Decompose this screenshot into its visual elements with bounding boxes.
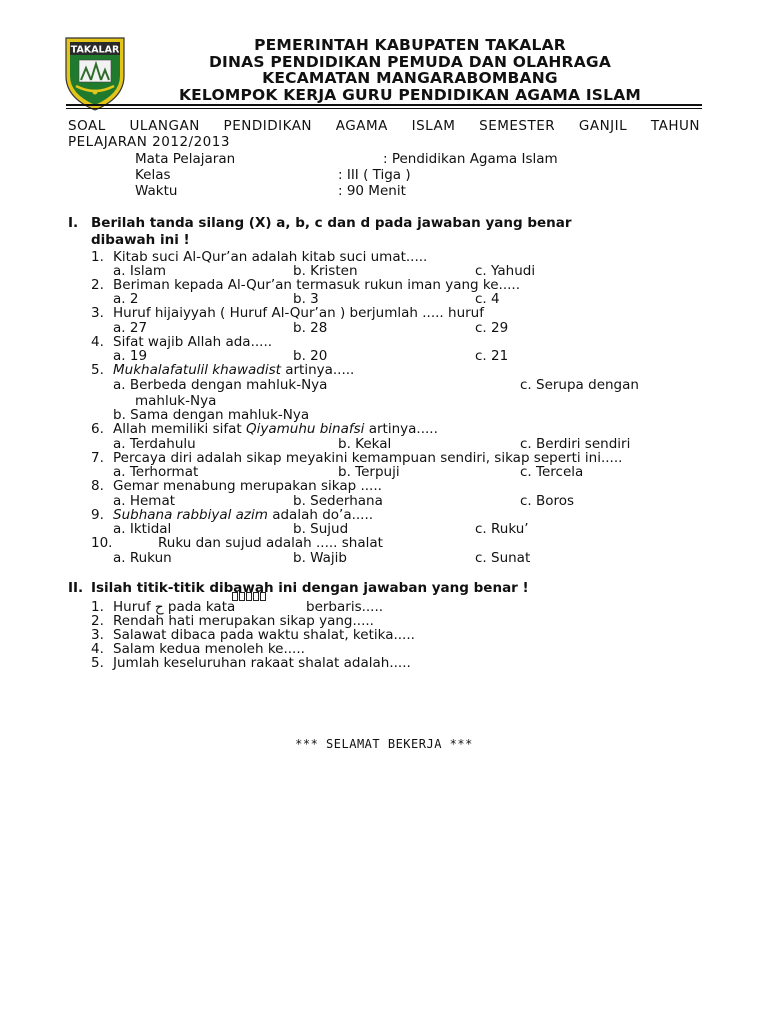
essay-5-number: 5. xyxy=(91,655,104,671)
missing-glyph-boxes xyxy=(232,592,266,601)
q1-option-a: a. Islam xyxy=(113,263,167,279)
q4-option-a: a. 19 xyxy=(113,348,148,364)
essay-1-number: 1. xyxy=(91,599,104,615)
q8-option-c: c. Boros xyxy=(520,493,575,509)
exam-title-line-1: SOAL ULANGAN PENDIDIKAN AGAMA ISLAM SEMESTER GANJIL TAHUN xyxy=(68,118,700,134)
subject-value: : Pendidikan Agama Islam xyxy=(383,151,558,167)
q2-option-b: b. 3 xyxy=(293,291,319,307)
q9-option-a: a. Iktidal xyxy=(113,521,172,537)
q1-option-b: b. Kristen xyxy=(293,263,358,279)
q7-option-a: a. Terhormat xyxy=(113,464,199,480)
q6-option-c: c. Berdiri sendiri xyxy=(520,436,631,452)
essay-2-text: Rendah hati merupakan sikap yang..... xyxy=(113,613,374,629)
essay-1-pre: Huruf xyxy=(113,599,155,615)
q8-number: 8. xyxy=(91,478,104,494)
q5-term: Mukhalafatulil khawadist xyxy=(113,362,281,378)
q1-option-c: c. Yahudi xyxy=(475,263,536,279)
essay-2-number: 2. xyxy=(91,613,104,629)
header-line-2: DINAS PENDIDIKAN PEMUDA DAN OLAHRAGA xyxy=(208,53,612,71)
q6-term: Qiyamuhu binafsi xyxy=(245,421,365,437)
arabic-letter: ح xyxy=(154,599,164,615)
time-value: : 90 Menit xyxy=(338,183,406,199)
q5-option-a-cont: mahluk-Nya xyxy=(135,393,217,409)
q10-text: Ruku dan sujud adalah ..... shalat xyxy=(158,535,383,551)
header-line-3: KECAMATAN MANGARABOMBANG xyxy=(262,69,558,87)
q6-option-b: b. Kekal xyxy=(338,436,392,452)
exam-title-line-2: PELAJARAN 2012/2013 xyxy=(68,134,230,150)
q7-number: 7. xyxy=(91,450,104,466)
class-label: Kelas xyxy=(135,167,171,183)
q2-option-a: a. 2 xyxy=(113,291,139,307)
section-1-instruction-1: Berilah tanda silang (X) a, b, c dan d pada jawaban yang benar xyxy=(91,215,572,231)
q4-option-c: c. 21 xyxy=(475,348,509,364)
header-rule-thin xyxy=(66,108,702,109)
q6-text xyxy=(113,421,438,437)
q4-text: Sifat wajib Allah ada..... xyxy=(113,334,273,350)
takalar-logo xyxy=(62,32,128,112)
time-label: Waktu xyxy=(135,183,178,199)
q2-option-c: c. 4 xyxy=(475,291,500,307)
q1-number: 1. xyxy=(91,249,104,265)
q8-text: Gemar menabung merupakan sikap ..... xyxy=(113,478,382,494)
q7-option-b: b. Terpuji xyxy=(338,464,400,480)
q6-text-rest: artinya..... xyxy=(364,421,438,437)
essay-1-post: berbaris..... xyxy=(306,599,384,615)
section-2-numeral: II. xyxy=(68,580,84,596)
q2-text: Beriman kepada Al-Qur’an termasuk rukun iman yang ke..... xyxy=(113,277,520,293)
q9-text-rest: adalah do’a..... xyxy=(267,507,374,523)
q5-option-c: c. Serupa dengan xyxy=(520,377,639,393)
q10-number: 10. xyxy=(91,535,113,551)
q9-term: Subhana rabbiyal azim xyxy=(113,507,268,523)
logo-text: TAKALAR xyxy=(70,44,120,56)
subject-label: Mata Pelajaran xyxy=(135,151,236,167)
q7-text: Percaya diri adalah sikap meyakini kemampuan sendiri, sikap seperti ini..... xyxy=(113,450,623,466)
q5-text xyxy=(113,362,354,378)
q9-number: 9. xyxy=(91,507,104,523)
section-1-numeral: I. xyxy=(68,215,79,231)
q6-option-a: a. Terdahulu xyxy=(113,436,196,452)
q3-number: 3. xyxy=(91,305,104,321)
q8-option-a: a. Hemat xyxy=(113,493,176,509)
q3-option-a: a. 27 xyxy=(113,320,148,336)
q10-option-c: c. Sunat xyxy=(475,550,531,566)
q6-text-pre: Allah memiliki sifat xyxy=(113,421,246,437)
q3-option-c: c. 29 xyxy=(475,320,509,336)
essay-1-mid: pada kata xyxy=(163,599,236,615)
essay-3-number: 3. xyxy=(91,627,104,643)
q8-option-b: b. Sederhana xyxy=(293,493,383,509)
q9-option-b: b. Sujud xyxy=(293,521,349,537)
section-1-instruction-2: dibawah ini ! xyxy=(91,232,190,248)
q6-number: 6. xyxy=(91,421,104,437)
class-value: : III ( Tiga ) xyxy=(338,167,411,183)
essay-4-text: Salam kedua menoleh ke..... xyxy=(113,641,305,657)
q9-option-c: c. Ruku’ xyxy=(475,521,529,537)
header-rule-thick xyxy=(66,104,702,106)
q5-text-rest: artinya..... xyxy=(280,362,355,378)
essay-3-text: Salawat dibaca pada waktu shalat, ketika..... xyxy=(113,627,415,643)
q5-option-a: a. Berbeda dengan mahluk-Nya xyxy=(113,377,328,393)
essay-5-text: Jumlah keseluruhan rakaat shalat adalah..... xyxy=(113,655,411,671)
section-2-instruction: Isilah titik-titik dibawah ini dengan jawaban yang benar ! xyxy=(91,580,529,596)
q10-option-a: a. Rukun xyxy=(113,550,172,566)
q4-number: 4. xyxy=(91,334,104,350)
q4-option-b: b. 20 xyxy=(293,348,328,364)
q2-number: 2. xyxy=(91,277,104,293)
q5-option-b: b. Sama dengan mahluk-Nya xyxy=(113,407,310,423)
q3-text: Huruf hijaiyyah ( Huruf Al-Qur’an ) berjumlah ..... huruf xyxy=(113,305,484,321)
q1-text: Kitab suci Al-Qur’an adalah kitab suci umat..... xyxy=(113,249,428,265)
q5-number: 5. xyxy=(91,362,104,378)
q10-option-b: b. Wajib xyxy=(293,550,347,566)
q7-option-c: c. Tercela xyxy=(520,464,584,480)
q3-option-b: b. 28 xyxy=(293,320,328,336)
closing-message: *** SELAMAT BEKERJA *** xyxy=(295,737,473,751)
header-line-4: KELOMPOK KERJA GURU PENDIDIKAN AGAMA ISLAM xyxy=(178,86,642,104)
header-line-1: PEMERINTAH KABUPATEN TAKALAR xyxy=(254,36,566,54)
essay-4-number: 4. xyxy=(91,641,104,657)
